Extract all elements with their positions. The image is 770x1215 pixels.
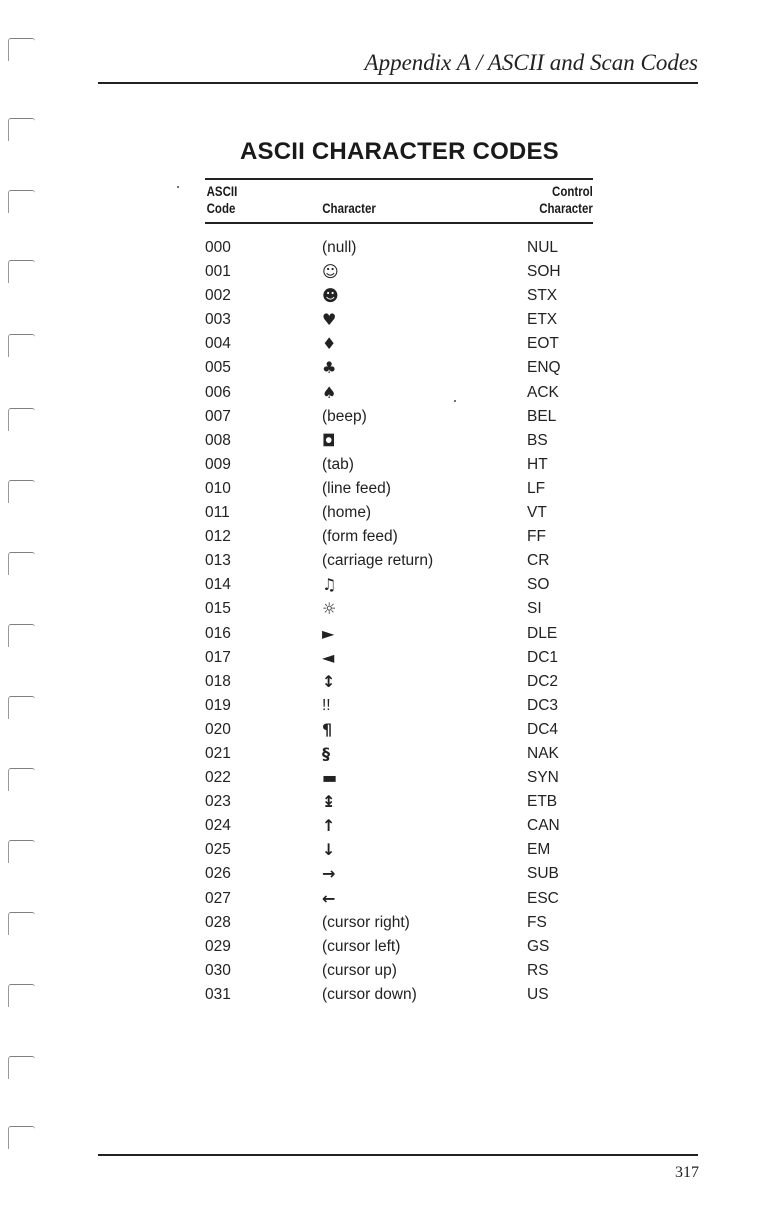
table-row xyxy=(205,937,593,961)
footer-rule xyxy=(98,1154,698,1156)
column-header-control-line1: Control xyxy=(552,183,593,199)
ascii-code: 030 xyxy=(205,961,231,979)
binder-mark xyxy=(8,408,35,431)
control-character: FF xyxy=(527,528,546,546)
ascii-code: 003 xyxy=(205,311,231,329)
column-header-code xyxy=(207,183,238,217)
control-character: ETB xyxy=(527,793,558,811)
binder-mark xyxy=(8,768,35,791)
table-row xyxy=(205,696,593,720)
control-character: SYN xyxy=(527,769,559,787)
binder-mark xyxy=(8,624,35,647)
table-body xyxy=(205,238,593,1009)
character-description: (form feed) xyxy=(322,528,398,546)
character-description: !! xyxy=(322,696,331,714)
table-row xyxy=(205,840,593,864)
table-row xyxy=(205,889,593,913)
binder-mark xyxy=(8,984,35,1007)
ascii-code: 014 xyxy=(205,576,231,594)
running-head: Appendix A / ASCII and Scan Codes xyxy=(364,50,698,75)
table-row xyxy=(205,720,593,744)
control-character: BEL xyxy=(527,407,557,425)
smiley-outline-icon: ☺ xyxy=(322,262,339,282)
ascii-code: 029 xyxy=(205,937,231,955)
ascii-code: 017 xyxy=(205,648,231,666)
ascii-code: 004 xyxy=(205,335,231,353)
control-character: STX xyxy=(527,287,558,305)
table-row xyxy=(205,286,593,310)
control-character: ACK xyxy=(527,383,559,401)
table-row xyxy=(205,383,593,407)
pilcrow-icon: ¶ xyxy=(322,719,333,739)
binder-mark xyxy=(8,38,35,61)
header-rule xyxy=(98,82,698,84)
ascii-code: 013 xyxy=(205,552,231,570)
ascii-code: 010 xyxy=(205,479,231,497)
control-character: GS xyxy=(527,937,550,955)
character-description: (null) xyxy=(322,239,357,256)
binder-mark xyxy=(8,1056,35,1079)
table-row xyxy=(205,624,593,648)
ascii-code: 022 xyxy=(205,769,231,787)
character-description: (tab) xyxy=(322,455,354,473)
binder-mark xyxy=(8,260,35,283)
control-character: ESC xyxy=(527,889,559,907)
table-row xyxy=(205,961,593,985)
control-character: SOH xyxy=(527,263,561,281)
table-row xyxy=(205,455,593,479)
binder-mark xyxy=(8,190,35,213)
ascii-code: 028 xyxy=(205,913,231,931)
ascii-code: 006 xyxy=(205,383,231,401)
music-notes-icon: ♫ xyxy=(322,575,337,595)
sun-icon: ☼ xyxy=(322,599,337,619)
control-character: DC2 xyxy=(527,672,559,690)
binder-mark xyxy=(8,696,35,719)
character-description: (beep) xyxy=(322,407,367,425)
control-character: ETX xyxy=(527,311,558,329)
arrow-right-icon: → xyxy=(322,864,336,884)
ascii-code: 015 xyxy=(205,600,231,618)
thick-bar-icon: ▬ xyxy=(322,768,338,788)
ascii-code: 018 xyxy=(205,672,231,690)
ascii-code: 009 xyxy=(205,455,231,473)
arrow-left-icon: ← xyxy=(322,888,336,908)
character-description: (cursor down) xyxy=(322,985,417,1003)
column-header-character: Character xyxy=(322,200,376,216)
ascii-code: 000 xyxy=(205,239,231,256)
control-character: ENQ xyxy=(527,359,561,377)
control-character: EM xyxy=(527,841,551,859)
table-row xyxy=(205,913,593,937)
diamond-icon: ♦ xyxy=(322,334,337,354)
table-row xyxy=(205,768,593,792)
control-character: RS xyxy=(527,961,549,979)
table-row xyxy=(205,358,593,382)
stray-dot xyxy=(177,186,179,188)
table-row xyxy=(205,648,593,672)
ascii-code: 025 xyxy=(205,841,231,859)
ascii-code: 005 xyxy=(205,359,231,377)
table-row xyxy=(205,479,593,503)
inverse-bullet-icon: ◘ xyxy=(322,430,336,450)
control-character: CAN xyxy=(527,817,560,835)
binder-mark xyxy=(8,118,35,141)
table-header xyxy=(205,180,593,222)
table-row xyxy=(205,672,593,696)
club-icon: ♣ xyxy=(322,358,337,378)
ascii-code: 019 xyxy=(205,696,231,714)
ascii-code: 027 xyxy=(205,889,231,907)
character-description: (carriage return) xyxy=(322,552,434,570)
binder-mark xyxy=(8,334,35,357)
ascii-code: 011 xyxy=(205,504,230,522)
binder-mark xyxy=(8,840,35,863)
control-character: DC4 xyxy=(527,720,559,738)
spade-icon: ♠ xyxy=(322,382,337,402)
table-row xyxy=(205,238,593,262)
section-sign-icon: § xyxy=(322,743,330,763)
control-character: NAK xyxy=(527,744,559,762)
ascii-code: 020 xyxy=(205,720,231,738)
control-character: HT xyxy=(527,455,548,473)
control-character: NUL xyxy=(527,239,559,256)
table-row xyxy=(205,985,593,1009)
up-down-arrow-base-icon: ↨ xyxy=(322,792,336,812)
ascii-code: 031 xyxy=(205,985,231,1003)
control-character: BS xyxy=(527,431,548,449)
binder-mark xyxy=(8,1126,35,1149)
triangle-left-icon: ◄ xyxy=(322,647,335,667)
ascii-code: 007 xyxy=(205,407,231,425)
ascii-code: 026 xyxy=(205,865,231,883)
control-character: SI xyxy=(527,600,542,618)
character-description: (home) xyxy=(322,504,372,522)
control-character: DC3 xyxy=(527,696,559,714)
character-description: (line feed) xyxy=(322,479,391,497)
table-row xyxy=(205,816,593,840)
binder-mark xyxy=(8,480,35,503)
control-character: US xyxy=(527,985,549,1003)
character-description: (cursor up) xyxy=(322,961,397,979)
table-row xyxy=(205,864,593,888)
column-header-control xyxy=(539,183,593,217)
ascii-table xyxy=(205,178,593,1009)
ascii-code: 016 xyxy=(205,624,231,642)
arrow-up-icon: ↑ xyxy=(322,816,336,836)
table-row xyxy=(205,575,593,599)
table-header-rule xyxy=(205,222,593,224)
control-character: FS xyxy=(527,913,547,931)
ascii-code: 012 xyxy=(205,528,231,546)
column-header-code-line1: ASCII xyxy=(206,183,238,199)
binder-mark xyxy=(8,912,35,935)
column-header-code-line2: Code xyxy=(206,200,236,216)
table-row xyxy=(205,431,593,455)
table-row xyxy=(205,551,593,575)
control-character: LF xyxy=(527,479,546,497)
control-character: SO xyxy=(527,576,550,594)
character-description: (cursor right) xyxy=(322,913,410,931)
control-character: DC1 xyxy=(527,648,559,666)
table-row xyxy=(205,792,593,816)
ascii-code: 008 xyxy=(205,431,231,449)
ascii-code: 002 xyxy=(205,287,231,305)
table-row xyxy=(205,334,593,358)
table-row xyxy=(205,744,593,768)
binder-mark xyxy=(8,552,35,575)
table-row xyxy=(205,262,593,286)
control-character: CR xyxy=(527,552,550,570)
heart-icon: ♥ xyxy=(322,310,337,330)
character-description: (cursor left) xyxy=(322,937,401,955)
binder-edge-marks xyxy=(8,38,38,1168)
arrow-down-icon: ↓ xyxy=(322,840,336,860)
control-character: DLE xyxy=(527,624,558,642)
page-number: 317 xyxy=(675,1164,699,1181)
table-row xyxy=(205,407,593,431)
table-row xyxy=(205,503,593,527)
triangle-right-icon: ► xyxy=(322,623,335,643)
table-row xyxy=(205,527,593,551)
ascii-code: 024 xyxy=(205,817,231,835)
control-character: SUB xyxy=(527,865,559,883)
smiley-filled-icon: ☻ xyxy=(322,286,339,306)
ascii-code: 021 xyxy=(205,744,231,762)
table-row xyxy=(205,310,593,334)
control-character: VT xyxy=(527,504,547,522)
table-row xyxy=(205,599,593,623)
ascii-code: 001 xyxy=(205,263,231,281)
column-header-control-line2: Character xyxy=(539,200,593,216)
up-down-arrow-icon: ↕ xyxy=(322,671,336,691)
page-title: ASCII CHARACTER CODES xyxy=(240,138,559,165)
control-character: EOT xyxy=(527,335,559,353)
ascii-code: 023 xyxy=(205,793,231,811)
